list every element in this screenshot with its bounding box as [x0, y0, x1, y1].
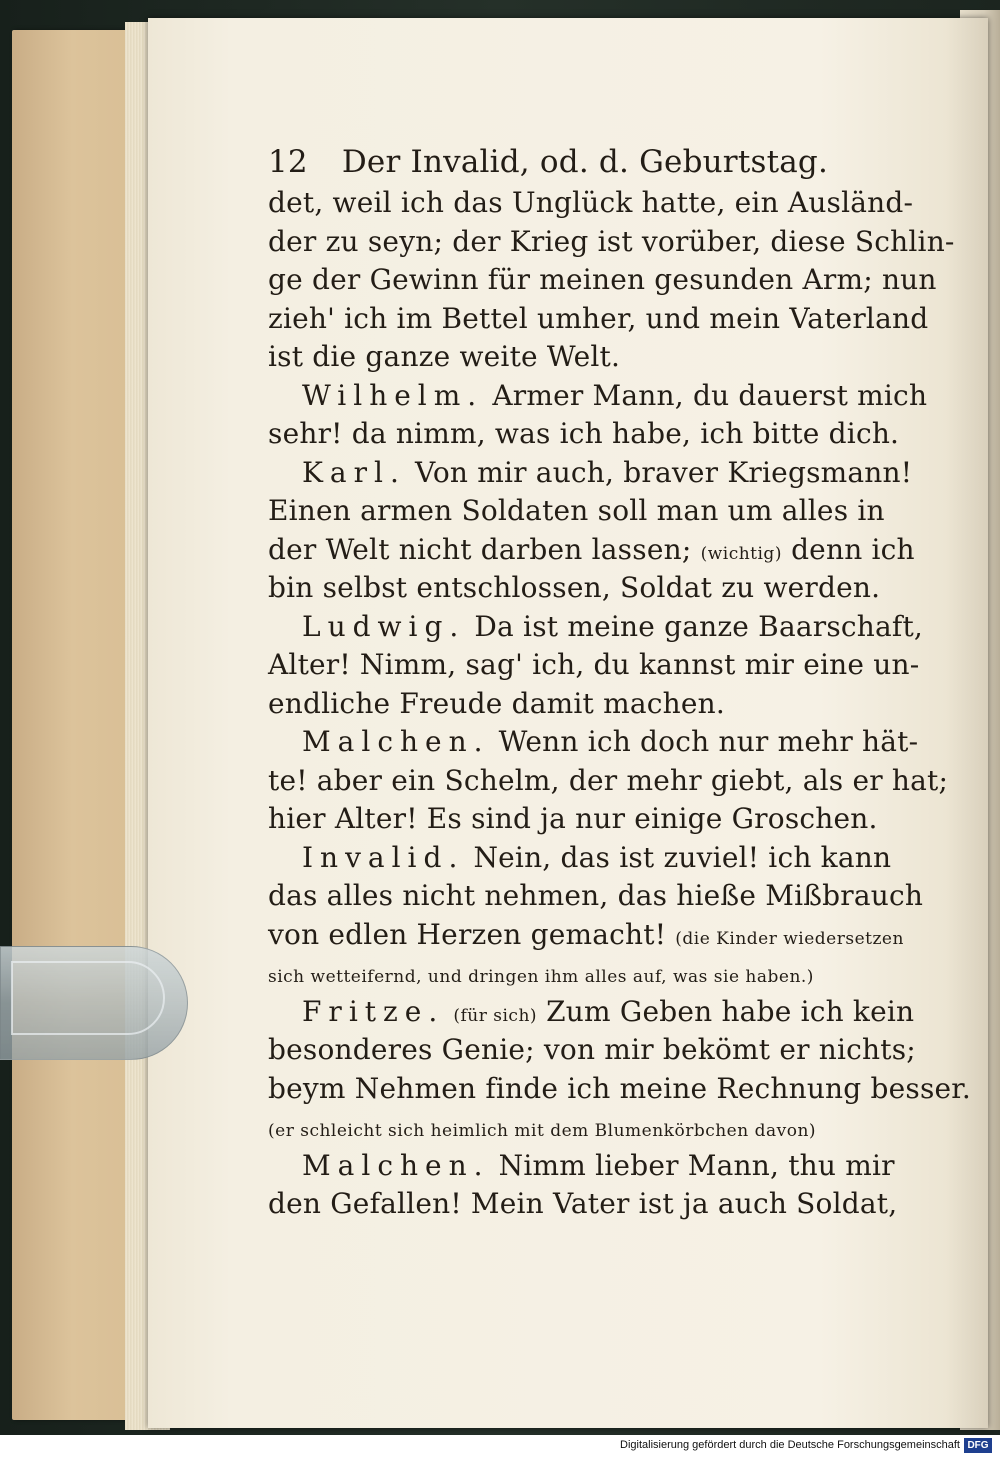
text-line — [268, 685, 878, 724]
line-text: Einen armen Soldaten soll man um alles in — [268, 494, 885, 527]
line-text: endliche Freude damit machen. — [268, 686, 725, 720]
speaker-name: Invalid. — [302, 840, 465, 874]
line-text: hier Alter! Es sind ja nur einige Groschen. — [268, 802, 878, 835]
text-lines — [268, 184, 971, 1224]
line-text: Armer Mann, du dauerst mich — [492, 378, 928, 412]
line-text: beym Nehmen finde ich meine Rechnung besser. — [268, 1071, 971, 1105]
line-text: das alles nicht nehmen, das hieße Mißbrauch — [268, 879, 924, 912]
stage-direction: sich wetteifernd, und dringen ihm alles auf, was sie haben.) — [268, 967, 814, 987]
text-line — [268, 993, 915, 1032]
text-line — [268, 1108, 878, 1147]
text-line — [268, 762, 949, 801]
speaker-name: Malchen. — [302, 725, 490, 758]
line-text: Da ist meine ganze Baarschaft, — [474, 609, 924, 643]
page-number: 12 — [268, 144, 308, 180]
line-text: Von mir auch, braver Kriegsmann! — [414, 455, 913, 489]
line-text: Zum Geben habe ich kein — [546, 994, 915, 1028]
text-line — [268, 261, 937, 300]
speaker-name: Wilhelm. — [302, 378, 484, 412]
line-text: det, weil ich das Unglück hatte, ein Ausländ- — [268, 186, 914, 219]
stage-direction: (wichtig) — [700, 543, 782, 564]
text-line — [268, 415, 900, 454]
line-text: Wenn ich doch nur mehr hät- — [498, 725, 919, 758]
line-text: Nein, das ist zuviel! ich kann — [473, 840, 892, 874]
line-text: zieh' ich im Bettel umher, und mein Vaterland — [268, 301, 929, 335]
text-line — [268, 1185, 898, 1224]
speaker-name: Ludwig. — [302, 609, 466, 643]
running-title: Der Invalid, od. d. Geburtstag. — [341, 144, 829, 180]
line-text: Alter! Nimm, sag' ich, du kannst mir eine un- — [268, 648, 920, 681]
line-text: ge der Gewinn für meinen gesunden Arm; nun — [268, 263, 937, 296]
text-line — [268, 223, 955, 262]
stage-direction: (er schleicht sich heimlich mit dem Blumenkörbchen davon) — [268, 1121, 817, 1141]
page-text — [268, 140, 971, 1224]
text-line — [268, 723, 919, 762]
glass-clip — [0, 946, 188, 1060]
stage-direction: (die Kinder wiedersetzen — [675, 928, 904, 949]
text-line — [268, 954, 878, 993]
speaker-name: Karl. — [302, 455, 406, 489]
text-line — [268, 338, 878, 377]
line-text: den Gefallen! Mein Vater ist ja auch Soldat, — [268, 1187, 898, 1220]
speaker-name: Malchen. — [302, 1148, 490, 1182]
text-line — [268, 1147, 895, 1186]
text-line — [268, 916, 904, 955]
line-text: der zu seyn; der Krieg ist vorüber, diese Schlin- — [268, 224, 955, 258]
glass-clip-highlight — [11, 961, 165, 1035]
stage-direction: (für sich) — [453, 1005, 538, 1026]
text-line — [268, 800, 878, 839]
text-line — [268, 608, 924, 647]
text-line — [268, 184, 914, 223]
text-line — [268, 646, 920, 685]
text-line — [268, 839, 892, 878]
running-header — [268, 140, 878, 184]
text-line — [268, 531, 915, 570]
line-text: te! aber ein Schelm, der mehr giebt, als er hat; — [268, 763, 949, 797]
text-line — [268, 1070, 971, 1109]
text-line — [268, 377, 928, 416]
line-text: besonderes Genie; von mir bekömt er nichts; — [268, 1033, 916, 1066]
speaker-name: Fritze. — [302, 994, 445, 1028]
line-text: ist die ganze weite Welt. — [268, 340, 621, 373]
line-text: bin selbst entschlossen, Soldat zu werden. — [268, 571, 881, 604]
text-line — [268, 1031, 916, 1070]
line-text: von edlen Herzen gemacht! — [268, 917, 667, 951]
dfg-credit: Digitalisierung gefördert durch die Deutsche Forschungsgemeinschaft — [620, 1439, 960, 1451]
text-line — [268, 300, 929, 339]
dfg-logo: DFG — [964, 1438, 992, 1453]
text-line — [268, 877, 924, 916]
line-text: der Welt nicht darben lassen; — [268, 532, 692, 566]
line-text: denn ich — [791, 532, 915, 566]
text-line — [268, 569, 881, 608]
footer-bar — [0, 1435, 1000, 1459]
text-line — [268, 492, 885, 531]
text-line — [268, 454, 913, 493]
line-text: sehr! da nimm, was ich habe, ich bitte dich. — [268, 417, 900, 450]
line-text: Nimm lieber Mann, thu mir — [498, 1148, 895, 1182]
